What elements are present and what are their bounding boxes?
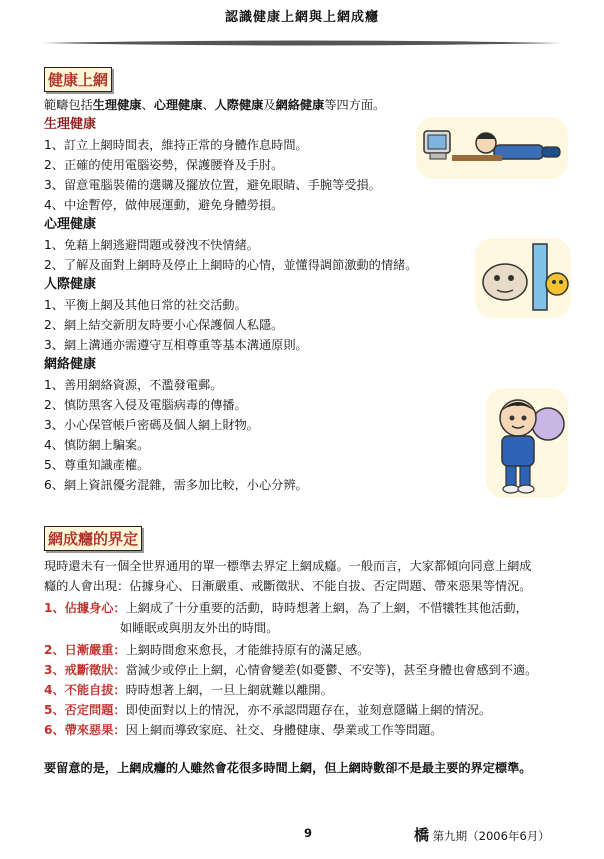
- header-divider: [42, 38, 562, 48]
- issue-info: 第九期（2006年6月）: [432, 829, 550, 843]
- list-item: 3、留意電腦裝備的選購及擺放位置，避免眼睛、手腕等受損。: [44, 178, 381, 192]
- list-item: 4、慎防網上騙案。: [44, 438, 150, 452]
- list-item: 3、小心保管帳戶密碼及個人網上財物。: [44, 418, 259, 432]
- footer-publication: [414, 824, 550, 845]
- illustration-user-at-computer: [416, 117, 568, 179]
- list-item: 1、免藉上網逃避問題或發洩不快情緒。: [44, 238, 259, 252]
- criteria-label: 6、帶來惡果：: [44, 723, 126, 737]
- criteria-item-continuation: 如睡眠或與朋友外出的時間。: [120, 621, 279, 635]
- heading-network-health: 網絡健康: [44, 357, 97, 372]
- criteria-item: 2、日漸嚴重：上網時間愈來愈長，才能維持原有的滿足感。: [44, 643, 370, 657]
- publication-name: 橋: [414, 826, 430, 844]
- heading-mental-health: 心理健康: [44, 217, 97, 232]
- criteria-item: 3、戒斷徵狀：當減少或停止上網，心情會變差(如憂鬱、不安等)，甚至身體也會感到不適。: [44, 663, 538, 677]
- section-title-addiction-definition: 網成癮的界定: [44, 526, 142, 551]
- criteria-item: 6、帶來惡果：因上網而導致家庭、社交、身體健康、學業或工作等問題。: [44, 723, 443, 737]
- section2-conclusion: 要留意的是，上網成癮的人雖然會花很多時間上網，但上網時數卻不是最主要的界定標準。: [44, 761, 532, 775]
- list-item: 3、網上溝通亦需遵守互相尊重等基本溝通原則。: [44, 338, 308, 352]
- list-item: 1、平衡上網及其他日常的社交活動。: [44, 298, 247, 312]
- list-item: 2、正確的使用電腦姿勢，保護腰脊及手肘。: [44, 158, 284, 172]
- criteria-item: 4、不能自拔：時時想著上網，一旦上網就難以離開。: [44, 683, 333, 697]
- illustration-child-with-ball: [486, 388, 568, 498]
- list-item: 1、訂立上網時間表，維持正常的身體作息時間。: [44, 138, 308, 152]
- criteria-label: 4、不能自拔：: [44, 683, 126, 697]
- page-header-title: 認識健康上網與上網成癮: [224, 10, 379, 25]
- criteria-item: 1、佔據身心：上網成了十分重要的活動，時時想著上網，為了上網，不惜犧牲其他活動，: [44, 601, 528, 615]
- list-item: 5、尊重知識產權。: [44, 458, 150, 472]
- page-number: 9: [304, 826, 313, 840]
- list-item: 2、了解及面對上網時及停止上網時的心情，並懂得調節激動的情緒。: [44, 258, 418, 272]
- section2-intro-line-2: 癮的人會出現：佔據身心、日漸嚴重、戒斷徵狀、不能自拔、否定問題、帶來惡果等情況。: [44, 579, 532, 593]
- criteria-item: 5、否定問題：即使面對以上的情況，亦不承認問題存在，並刻意隱瞞上網的情況。: [44, 703, 492, 717]
- criteria-label: 2、日漸嚴重：: [44, 643, 126, 657]
- list-item: 4、中途暫停，做伸展運動，避免身體勞損。: [44, 198, 284, 212]
- heading-social-health: 人際健康: [44, 277, 97, 292]
- criteria-label: 3、戒斷徵狀：: [44, 663, 126, 677]
- section1-intro: 範疇包括生理健康、心理健康、人際健康及網絡健康等四方面。: [44, 98, 386, 112]
- list-item: 2、慎防黑客入侵及電腦病毒的傳播。: [44, 398, 247, 412]
- list-item: 1、善用網絡資源，不濫發電郵。: [44, 378, 223, 392]
- criteria-label: 5、否定問題：: [44, 703, 126, 717]
- heading-physical-health: 生理健康: [44, 117, 97, 132]
- illustration-cartoon-face-and-mirror: [475, 238, 571, 318]
- section2-intro-line-1: 現時還未有一個全世界通用的單一標準去界定上網成癮。一般而言，大家都傾向同意上網成: [44, 559, 532, 573]
- list-item: 6、網上資訊優劣混雜，需多加比較，小心分辨。: [44, 478, 308, 492]
- section-title-healthy-internet: 健康上網: [44, 67, 112, 92]
- list-item: 2、網上結交新朋友時要小心保護個人私隱。: [44, 318, 284, 332]
- criteria-label: 1、佔據身心：: [44, 601, 126, 615]
